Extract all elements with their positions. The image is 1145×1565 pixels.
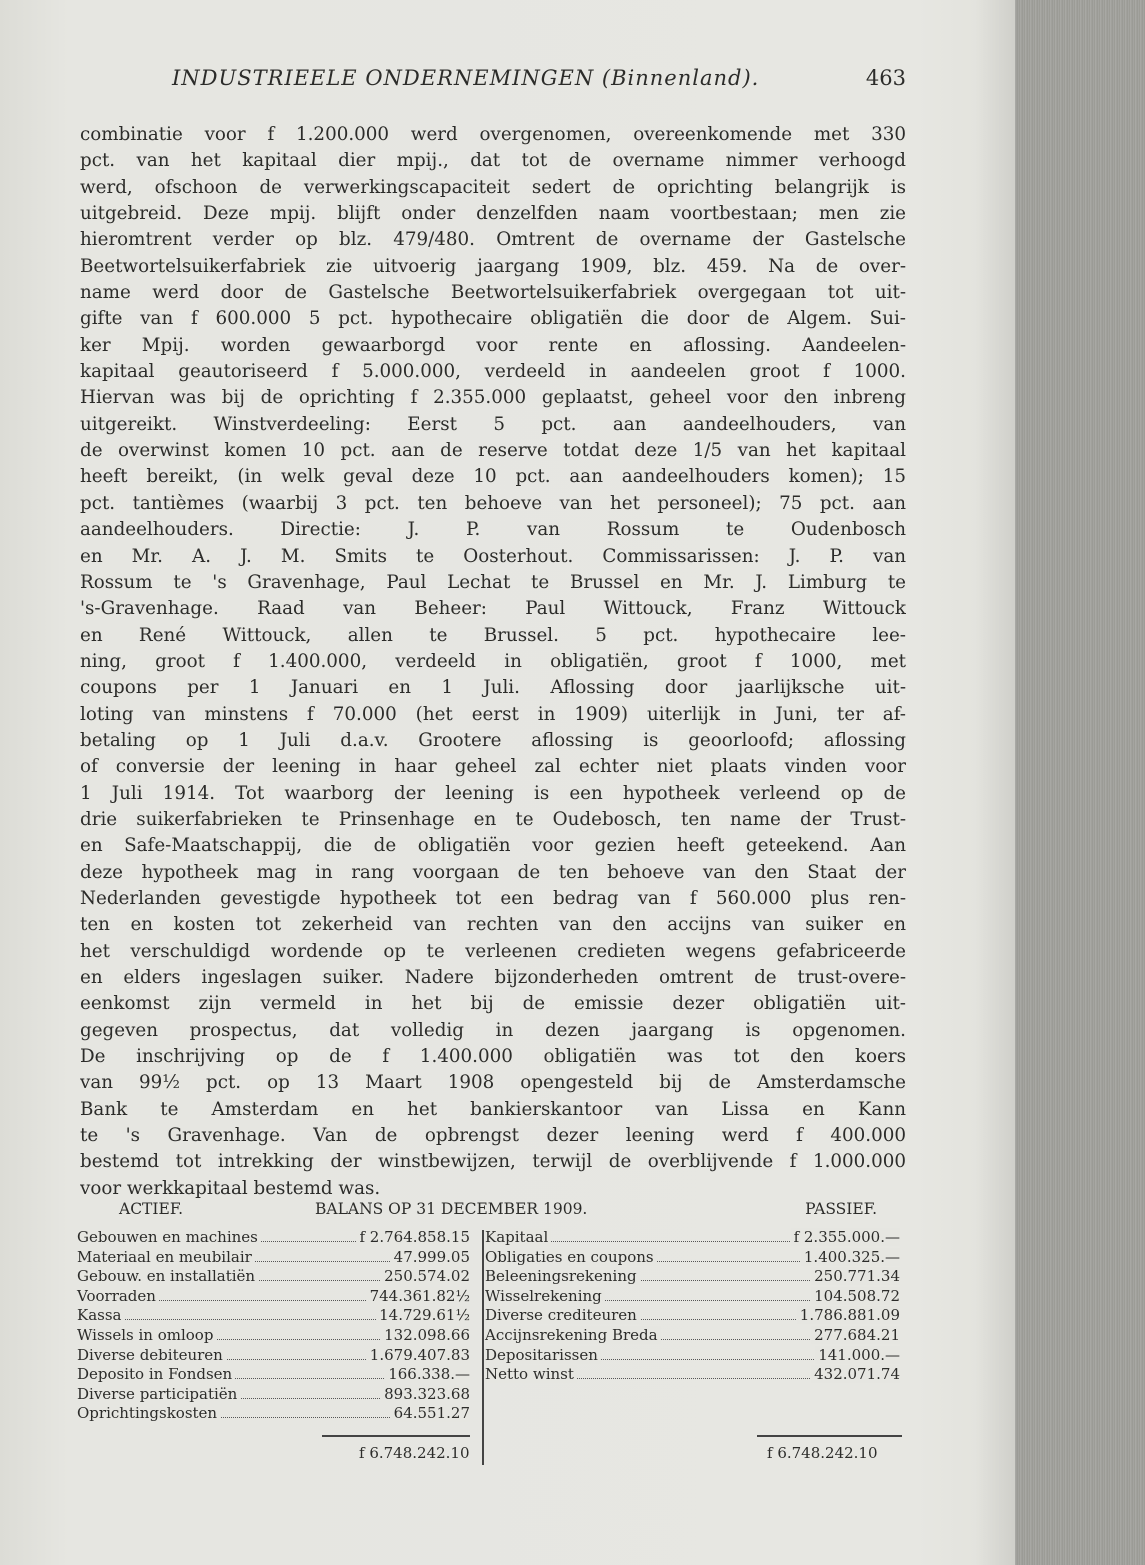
passief-total-rule [757, 1435, 902, 1437]
passief-label: Diverse crediteuren [485, 1306, 640, 1324]
balance-sheet [77, 1200, 907, 1460]
actief-value: 14.729.61½ [376, 1306, 470, 1324]
actief-column [77, 1228, 470, 1424]
text-line: van 99½ pct. op 13 Maart 1908 opengesteld bij de Amsterdamsche [80, 1072, 906, 1094]
actief-row [77, 1287, 470, 1307]
passief-label: Accijnsrekening Breda [485, 1326, 661, 1344]
passief-value: 1.786.881.09 [797, 1306, 900, 1324]
header-title: INDUSTRIEELE ONDERNEMINGEN (Binnenland). [172, 66, 760, 90]
actief-heading: ACTIEF. [119, 1200, 184, 1218]
actief-value: 47.999.05 [391, 1248, 470, 1266]
passief-label: Kapitaal [485, 1228, 551, 1246]
text-line: kapitaal geautoriseerd f 5.000.000, verdeeld in aandeelen groot f 1000. [80, 361, 906, 383]
text-line: ning, groot f 1.400.000, verdeeld in obligatiën, groot f 1000, met [80, 650, 906, 672]
actief-value: 250.574.02 [381, 1267, 470, 1285]
text-line: uitgereikt. Winstverdeeling: Eerst 5 pct. aan aandeelhouders, van [80, 413, 906, 435]
text-line: werd, ofschoon de verwerkingscapaciteit sedert de oprichting belangrijk is [80, 176, 906, 198]
text-line: het verschuldigd wordende op te verleenen credieten wegens gefabriceerde [80, 940, 906, 962]
text-line: pct. tantièmes (waarbij 3 pct. ten behoeve van het personeel); 75 pct. aan [80, 492, 906, 514]
actief-row [77, 1365, 470, 1385]
passief-row [485, 1346, 900, 1366]
text-line: ker Mpij. worden gewaarborgd voor rente en aflossing. Aandeelen- [80, 334, 906, 356]
actief-label: Diverse participatiën [77, 1385, 240, 1403]
text-line: combinatie voor f 1.200.000 werd overgenomen, overeenkomende met 330 [80, 124, 906, 145]
actief-value: 166.338.— [385, 1365, 470, 1383]
text-line: gifte van f 600.000 5 pct. hypothecaire obligatiën die door de Algem. Sui- [80, 308, 906, 330]
text-line: ten en kosten tot zekerheid van rechten van den accijns van suiker en [80, 914, 906, 936]
text-line: en Mr. A. J. M. Smits te Oosterhout. Commissarissen: J. P. van [80, 545, 906, 567]
text-line: Bank te Amsterdam en het bankierskantoor van Lissa en Kann [80, 1098, 906, 1120]
passief-value: 141.000.— [815, 1346, 900, 1364]
actief-value: 1.679.407.83 [367, 1346, 470, 1364]
actief-label: Gebouw. en installatiën [77, 1267, 258, 1285]
text-line: loting van minstens f 70.000 (het eerst in 1909) uiterlijk in Juni, ter af- [80, 703, 906, 725]
actief-row [77, 1228, 470, 1248]
passief-label: Beleeningsrekening [485, 1267, 640, 1285]
passief-row [485, 1228, 900, 1248]
actief-row [77, 1385, 470, 1405]
balance-heading [77, 1200, 907, 1222]
text-line: voor werkkapitaal bestemd was. [80, 1177, 381, 1199]
page-number: 463 [865, 66, 906, 90]
actief-value: 132.098.66 [381, 1326, 470, 1344]
text-line: uitgebreid. Deze mpij. blijft onder denzelfden naam voortbestaan; men zie [80, 203, 906, 225]
passief-value: 277.684.21 [811, 1326, 900, 1344]
actief-row [77, 1404, 470, 1424]
actief-row [77, 1346, 470, 1366]
actief-total-rule [322, 1435, 470, 1437]
actief-row [77, 1306, 470, 1326]
passief-value: 432.071.74 [811, 1365, 900, 1383]
passief-row [485, 1267, 900, 1287]
text-line: coupons per 1 Januari en 1 Juli. Aflossing door jaarlijksche uit- [80, 677, 906, 699]
actief-label: Diverse debiteuren [77, 1346, 226, 1364]
text-line: 1 Juli 1914. Tot waarborg der leening is een hypotheek verleend op de [80, 782, 906, 804]
passief-row [485, 1365, 900, 1385]
text-line: name werd door de Gastelsche Beetwortelsuikerfabriek overgegaan tot uit- [80, 282, 906, 304]
text-line: betaling op 1 Juli d.a.v. Grootere aflossing is geoorloofd; aflossing [80, 729, 906, 751]
actief-label: Voorraden [77, 1287, 159, 1305]
passief-label: Obligaties en coupons [485, 1248, 657, 1266]
passief-column [485, 1228, 900, 1385]
page-gutter-shadow [975, 0, 1015, 1565]
text-line: Beetwortelsuikerfabriek zie uitvoerig jaargang 1909, blz. 459. Na de over- [80, 255, 906, 277]
passief-value: f 2.355.000.— [791, 1228, 900, 1246]
text-line: bestemd tot intrekking der winstbewijzen, terwijl de overblijvende f 1.000.000 [80, 1151, 906, 1173]
actief-label: Deposito in Fondsen [77, 1365, 235, 1383]
passief-total: f 6.748.242.10 [767, 1444, 878, 1462]
passief-value: 250.771.34 [811, 1267, 900, 1285]
text-line: 's-Gravenhage. Raad van Beheer: Paul Wittouck, Franz Wittouck [80, 598, 906, 620]
text-line: Nederlanden gevestigde hypotheek tot een bedrag van f 560.000 plus ren- [80, 887, 906, 909]
passief-row [485, 1306, 900, 1326]
actief-label: Wissels in omloop [77, 1326, 216, 1344]
text-line: drie suikerfabrieken te Prinsenhage en te Oudebosch, ten name der Trust- [80, 808, 906, 830]
column-divider [482, 1230, 484, 1465]
passief-row [485, 1248, 900, 1268]
body-paragraph [80, 122, 906, 1202]
text-line: gegeven prospectus, dat volledig in dezen jaargang is opgenomen. [80, 1019, 906, 1041]
actief-value: f 2.764.858.15 [356, 1228, 470, 1246]
text-line: de overwinst komen 10 pct. aan de reserve totdat deze 1/5 van het kapitaal [80, 440, 906, 462]
passief-label: Wisselrekening [485, 1287, 605, 1305]
actief-value: 744.361.82½ [367, 1287, 470, 1305]
text-line: deze hypotheek mag in rang voorgaan de ten behoeve van den Staat der [80, 861, 906, 883]
actief-row [77, 1248, 470, 1268]
actief-row [77, 1267, 470, 1287]
text-line: aandeelhouders. Directie: J. P. van Rossum te Oudenbosch [80, 519, 906, 541]
actief-label: Gebouwen en machines [77, 1228, 261, 1246]
actief-value: 893.323.68 [381, 1385, 470, 1403]
passief-row [485, 1287, 900, 1307]
passief-value: 1.400.325.— [801, 1248, 900, 1266]
text-line: of conversie der leening in haar geheel zal echter niet plaats vinden voor [80, 756, 906, 778]
running-header [80, 66, 906, 96]
book-page-edges [1015, 0, 1145, 1565]
actief-label: Kassa [77, 1306, 125, 1324]
balance-title: BALANS OP 31 DECEMBER 1909. [315, 1200, 588, 1218]
text-line: en René Wittouck, allen te Brussel. 5 pct. hypothecaire lee- [80, 624, 906, 646]
passief-row [485, 1326, 900, 1346]
actief-label: Materiaal en meubilair [77, 1248, 255, 1266]
actief-total: f 6.748.242.10 [359, 1444, 470, 1462]
text-line: en elders ingeslagen suiker. Nadere bijzonderheden omtrent de trust-overe- [80, 967, 906, 988]
text-line: De inschrijving op de f 1.400.000 obligatiën was tot den koers [80, 1046, 906, 1068]
text-line: te 's Gravenhage. Van de opbrengst dezer leening werd f 400.000 [80, 1125, 906, 1147]
passief-heading: PASSIEF. [805, 1200, 877, 1218]
text-line: hieromtrent verder op blz. 479/480. Omtrent de overname der Gastelsche [80, 229, 906, 251]
text-line: Rossum te 's Gravenhage, Paul Lechat te Brussel en Mr. J. Limburg te [80, 571, 906, 593]
passief-label: Netto winst [485, 1365, 577, 1383]
text-line: en Safe-Maatschappij, die de obligatiën voor gezien heeft geteekend. Aan [80, 835, 906, 857]
actief-label: Oprichtingskosten [77, 1404, 220, 1422]
passief-value: 104.508.72 [811, 1287, 900, 1305]
passief-label: Depositarissen [485, 1346, 601, 1364]
actief-value: 64.551.27 [391, 1404, 470, 1422]
actief-row [77, 1326, 470, 1346]
text-line: eenkomst zijn vermeld in het bij de emissie dezer obligatiën uit- [80, 993, 906, 1015]
text-line: pct. van het kapitaal dier mpij., dat tot de overname nimmer verhoogd [80, 150, 906, 172]
text-line: heeft bereikt, (in welk geval deze 10 pct. aan aandeelhouders komen); 15 [80, 466, 906, 488]
text-line: Hiervan was bij de oprichting f 2.355.000 geplaatst, geheel voor den inbreng [80, 387, 906, 409]
